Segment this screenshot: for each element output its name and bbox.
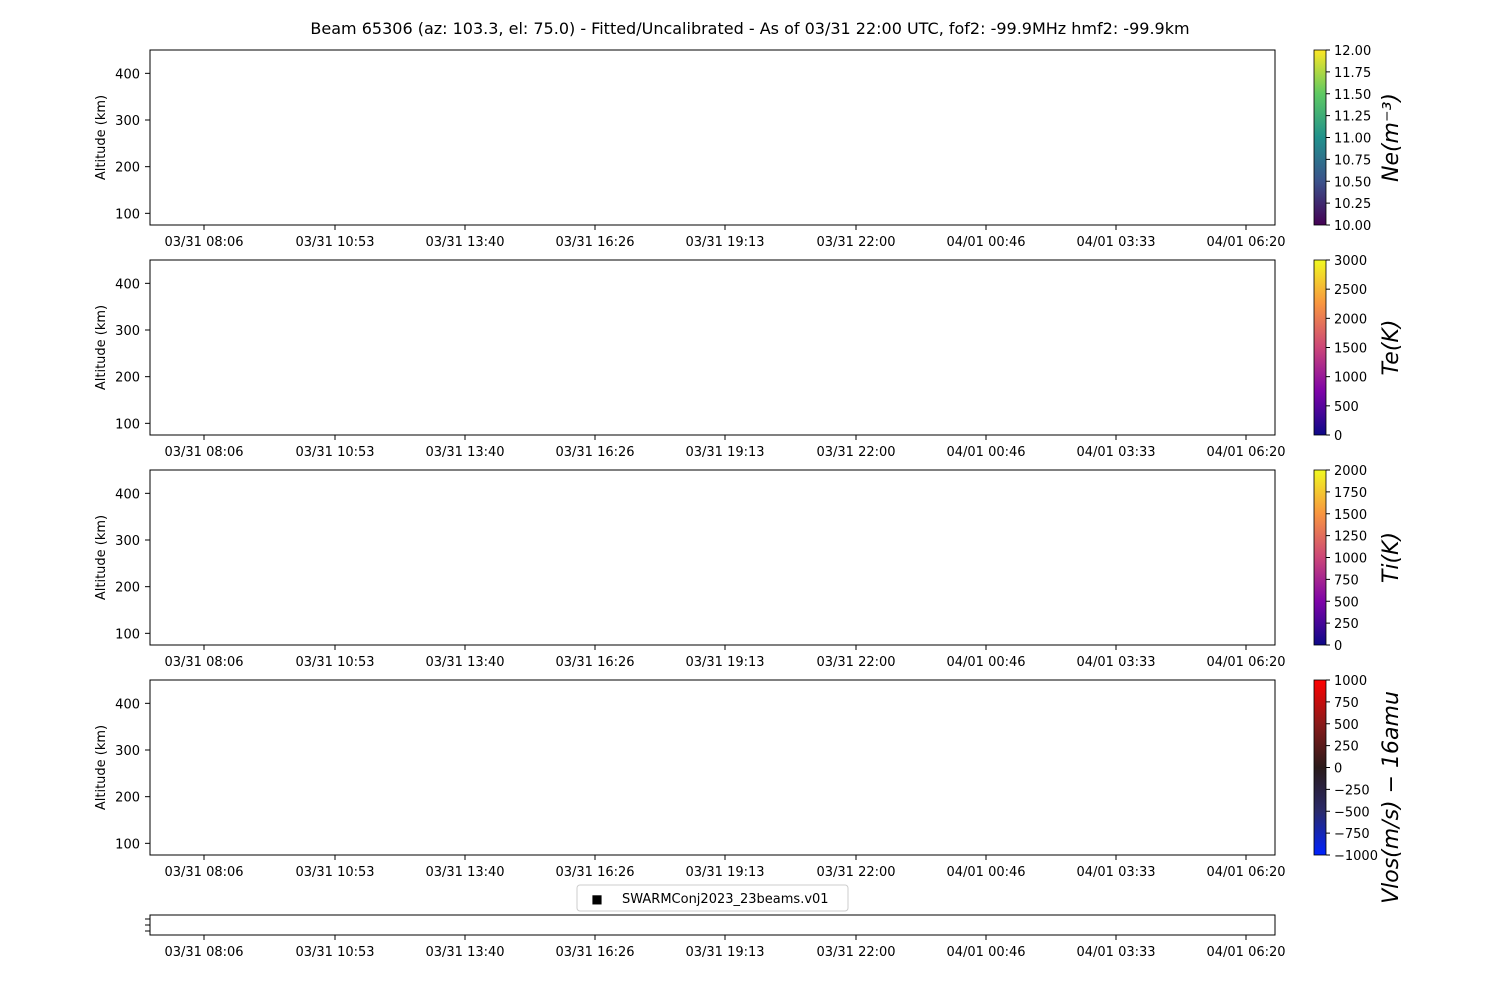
panel-2-xtick-label: 04/01 06:20: [1206, 445, 1286, 460]
ytick-label: 200: [115, 370, 140, 386]
colorbar-tick-label: 11.50: [1334, 87, 1372, 103]
colorbar-tick-label: 1500: [1334, 341, 1368, 357]
colorbar-tick-label: 500: [1334, 595, 1359, 611]
panel-4-xtick-label: 04/01 00:46: [946, 865, 1026, 880]
plot-area: [150, 50, 1275, 225]
bottom-time-axis: [145, 915, 1286, 960]
colorbar-tick-label: 0: [1334, 639, 1343, 654]
bottom-axis-xtick-label: 03/31 10:53: [295, 945, 375, 960]
panel-1-xtick-label: 04/01 03:33: [1076, 235, 1156, 250]
colorbar-tick-label: 10.25: [1334, 197, 1372, 213]
colorbar: [1314, 470, 1326, 645]
panel-4-xtick-label: 03/31 13:40: [425, 865, 505, 880]
colorbar-tick-label: 1000: [1334, 551, 1368, 567]
bottom-axis-xtick-label: 04/01 00:46: [946, 945, 1026, 960]
ytick-label: 100: [115, 207, 140, 223]
colorbar-tick-label: −500: [1334, 805, 1370, 821]
colorbar-tick-label: 3000: [1334, 254, 1368, 269]
colorbar-tick-label: 12.00: [1334, 44, 1372, 59]
colorbar-tick-label: 1000: [1334, 674, 1368, 689]
colorbar-tick-label: 0: [1334, 429, 1343, 444]
colorbar-tick-label: −250: [1334, 783, 1370, 799]
panel-4: [94, 674, 1404, 904]
panel-1-xtick-label: 03/31 08:06: [164, 235, 244, 250]
colorbar: [1314, 680, 1326, 855]
panel-1-xtick-label: 03/31 19:13: [685, 235, 765, 250]
panel-2-xtick-label: 03/31 16:26: [555, 445, 635, 460]
ytick-label: 300: [115, 324, 140, 339]
ytick-label: 200: [115, 580, 140, 596]
ytick-label: 200: [115, 790, 140, 806]
colorbar-label: Te(K): [1379, 319, 1404, 376]
panel-1-xtick-label: 03/31 22:00: [816, 235, 896, 250]
colorbar-tick-label: 250: [1334, 617, 1359, 633]
panel-4-xtick-label: 03/31 16:26: [555, 865, 635, 880]
panel-3-xtick-label: 03/31 19:13: [685, 655, 765, 670]
ytick-label: 400: [115, 697, 140, 713]
y-axis-label: Altitude (km): [94, 724, 109, 811]
colorbar-label: Ti(K): [1379, 531, 1404, 584]
panel-2-xtick-label: 04/01 03:33: [1076, 445, 1156, 460]
colorbar-tick-label: 11.00: [1334, 131, 1372, 147]
ytick-label: 300: [115, 744, 140, 759]
colorbar-label: Ne(m⁻³): [1379, 92, 1404, 183]
panel-1-xtick-label: 03/31 13:40: [425, 235, 505, 250]
panel-4-xtick-label: 04/01 03:33: [1076, 865, 1156, 880]
panel-1-xtick-label: 04/01 00:46: [946, 235, 1026, 250]
colorbar: [1314, 260, 1326, 435]
bottom-axis-xtick-label: 03/31 08:06: [164, 945, 244, 960]
panel-2-xtick-label: 03/31 13:40: [425, 445, 505, 460]
ytick-label: 400: [115, 67, 140, 83]
panel-3-xtick-label: 04/01 03:33: [1076, 655, 1156, 670]
figure-title: Beam 65306 (az: 103.3, el: 75.0) - Fitted/Uncalibrated - As of 03/31 22:00 UTC, fof2: -99.9MHz hmf2: -99.9km: [310, 19, 1190, 38]
bottom-axis-xtick-label: 03/31 19:13: [685, 945, 765, 960]
plot-area: [150, 680, 1275, 855]
panel-4-xtick-label: 03/31 08:06: [164, 865, 244, 880]
ytick-label: 100: [115, 627, 140, 643]
panel-1: [94, 44, 1404, 250]
colorbar-tick-label: 2500: [1334, 283, 1368, 299]
panel-4-xtick-label: 03/31 19:13: [685, 865, 765, 880]
colorbar-tick-label: −750: [1334, 827, 1370, 843]
colorbar-tick-label: 11.75: [1334, 65, 1372, 81]
plot-area: [150, 260, 1275, 435]
colorbar-tick-label: 500: [1334, 717, 1359, 733]
panel-1-xtick-label: 04/01 06:20: [1206, 235, 1286, 250]
colorbar: [1314, 50, 1326, 225]
panel-3: [94, 464, 1404, 670]
panel-1-xtick-label: 03/31 16:26: [555, 235, 635, 250]
colorbar-tick-label: 10.00: [1334, 219, 1372, 234]
legend: [577, 885, 848, 911]
y-axis-label: Altitude (km): [94, 304, 109, 391]
panel-4-xtick-label: 03/31 10:53: [295, 865, 375, 880]
panel-2: [94, 254, 1404, 460]
colorbar-tick-label: 10.50: [1334, 175, 1372, 191]
bottom-axis-xtick-label: 03/31 13:40: [425, 945, 505, 960]
ytick-label: 300: [115, 534, 140, 549]
ytick-label: 100: [115, 417, 140, 433]
panels: [94, 44, 1404, 904]
ytick-label: 100: [115, 837, 140, 853]
plot-area: [150, 470, 1275, 645]
panel-3-xtick-label: 03/31 16:26: [555, 655, 635, 670]
panel-3-xtick-label: 04/01 00:46: [946, 655, 1026, 670]
colorbar-tick-label: 500: [1334, 399, 1359, 415]
panel-3-xtick-label: 03/31 22:00: [816, 655, 896, 670]
panel-3-xtick-label: 03/31 13:40: [425, 655, 505, 670]
ytick-label: 400: [115, 277, 140, 293]
colorbar-label: Vlos(m/s) − 16amu: [1379, 691, 1404, 904]
ytick-label: 400: [115, 487, 140, 503]
panel-2-xtick-label: 03/31 10:53: [295, 445, 375, 460]
ytick-label: 200: [115, 160, 140, 176]
colorbar-tick-label: 750: [1334, 573, 1359, 589]
colorbar-tick-label: 1750: [1334, 485, 1368, 501]
colorbar-tick-label: 2000: [1334, 312, 1368, 328]
y-axis-label: Altitude (km): [94, 94, 109, 181]
panel-2-xtick-label: 03/31 08:06: [164, 445, 244, 460]
panel-3-xtick-label: 04/01 06:20: [1206, 655, 1286, 670]
colorbar-tick-label: 250: [1334, 739, 1359, 755]
panel-3-xtick-label: 03/31 08:06: [164, 655, 244, 670]
bottom-axis-xtick-label: 04/01 03:33: [1076, 945, 1156, 960]
colorbar-tick-label: 1250: [1334, 529, 1368, 545]
colorbar-tick-label: 1000: [1334, 370, 1368, 386]
bottom-axis-box: [150, 915, 1275, 935]
ytick-label: 300: [115, 114, 140, 129]
colorbar-tick-label: 750: [1334, 695, 1359, 711]
legend-marker: ■: [591, 892, 603, 906]
colorbar-tick-label: 0: [1334, 761, 1343, 777]
colorbar-tick-label: 2000: [1334, 464, 1368, 479]
colorbar-tick-label: 10.75: [1334, 153, 1372, 169]
colorbar-tick-label: −1000: [1334, 849, 1378, 864]
panel-4-xtick-label: 03/31 22:00: [816, 865, 896, 880]
bottom-axis-xtick-label: 04/01 06:20: [1206, 945, 1286, 960]
panel-2-xtick-label: 03/31 19:13: [685, 445, 765, 460]
colorbar-tick-label: 11.25: [1334, 109, 1372, 125]
panel-1-xtick-label: 03/31 10:53: [295, 235, 375, 250]
panel-3-xtick-label: 03/31 10:53: [295, 655, 375, 670]
panel-4-xtick-label: 04/01 06:20: [1206, 865, 1286, 880]
bottom-axis-xtick-label: 03/31 22:00: [816, 945, 896, 960]
bottom-axis-xtick-label: 03/31 16:26: [555, 945, 635, 960]
panel-2-xtick-label: 04/01 00:46: [946, 445, 1026, 460]
colorbar-tick-label: 1500: [1334, 507, 1368, 523]
legend-label: SWARMConj2023_23beams.v01: [622, 892, 829, 907]
panel-2-xtick-label: 03/31 22:00: [816, 445, 896, 460]
y-axis-label: Altitude (km): [94, 514, 109, 601]
